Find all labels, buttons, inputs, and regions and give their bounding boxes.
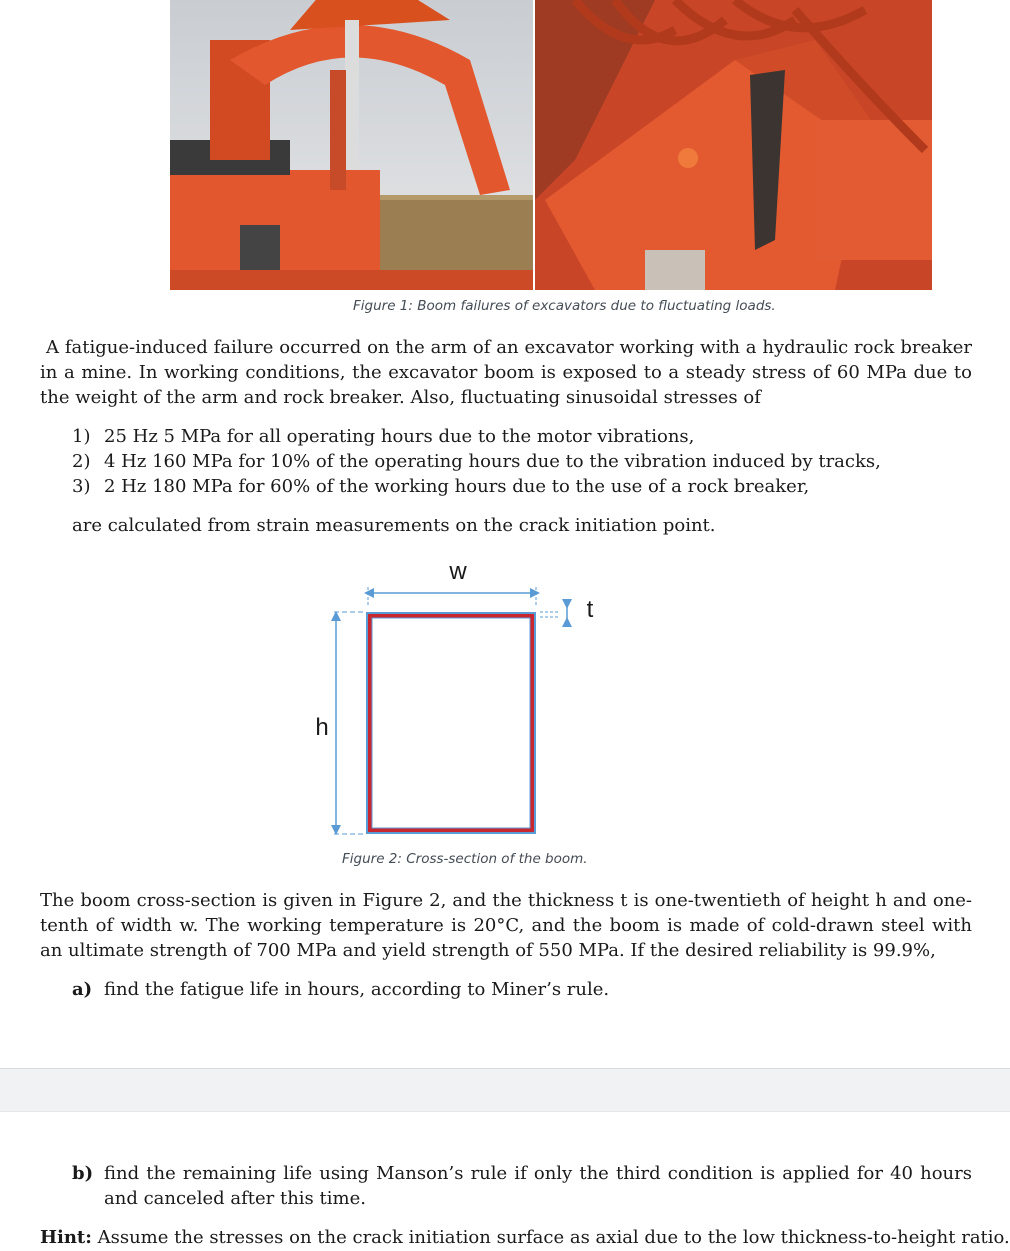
hint-label: Hint: <box>40 1227 92 1248</box>
figure2-caption: Figure 2: Cross-section of the boom. <box>342 851 588 867</box>
intro-paragraph: A fatigue-induced failure occurred on the arm of an excavator working with a hydraulic rock breaker in a mine. In working conditions, the excavator boom is exposed to a steady stress of 60 MPa due to the weight of the arm and rock breaker. Also, fluctuating sinusoidal stresses of <box>40 337 972 408</box>
width-arrow-right <box>530 588 540 598</box>
part-b <box>72 1161 972 1211</box>
conditions-list <box>72 424 972 499</box>
part-a-text: find the fatigue life in hours, according to Miner’s rule. <box>104 979 610 1000</box>
thickness-label: t <box>586 596 594 623</box>
height-label: h <box>315 714 329 741</box>
condition-number: 1) <box>72 426 91 447</box>
hint-text: Assume the stresses on the crack initiation surface as axial due to the low thickness-to-height ratio. <box>91 1227 1010 1248</box>
condition-item <box>72 449 972 474</box>
width-label: w <box>449 558 467 585</box>
cross-section-paragraph: The boom cross-section is given in Figure 2, and the thickness t is one-twentieth of height h and one-tenth of width w. The working temperature is 20°C, and the boom is made of cold-drawn steel with an ultimate strength of 700 MPa and yield strength of 550 MPa. If the desired reliability is 99.9%, <box>40 890 972 961</box>
hint <box>40 1225 1010 1250</box>
width-arrow-left <box>364 588 374 598</box>
boom-cross-section-diagram <box>300 555 620 845</box>
condition-item <box>72 424 972 449</box>
part-a-label: a) <box>72 979 93 1000</box>
page-break-band <box>0 1068 1010 1112</box>
part-b-text: find the remaining life using Manson’s rule if only the third condition is applied for 40 hours and canceled after this time. <box>104 1163 972 1209</box>
part-b-label: b) <box>72 1163 94 1184</box>
after-conditions-text: are calculated from strain measurements on the crack initiation point. <box>72 515 716 536</box>
condition-text: 25 Hz 5 MPa for all operating hours due to the motor vibrations, <box>104 426 695 447</box>
part-a <box>72 977 972 1002</box>
condition-number: 2) <box>72 451 91 472</box>
condition-text: 4 Hz 160 MPa for 10% of the operating hours due to the vibration induced by tracks, <box>104 451 881 472</box>
excavator-boom-photo-left <box>170 0 533 290</box>
condition-text: 2 Hz 180 MPa for 60% of the working hours due to the use of a rock breaker, <box>104 476 810 497</box>
figure1-caption: Figure 1: Boom failures of excavators due to fluctuating loads. <box>353 298 776 314</box>
condition-number: 3) <box>72 476 91 497</box>
excavator-boom-crack-photo-right <box>535 0 932 290</box>
condition-item <box>72 474 972 499</box>
